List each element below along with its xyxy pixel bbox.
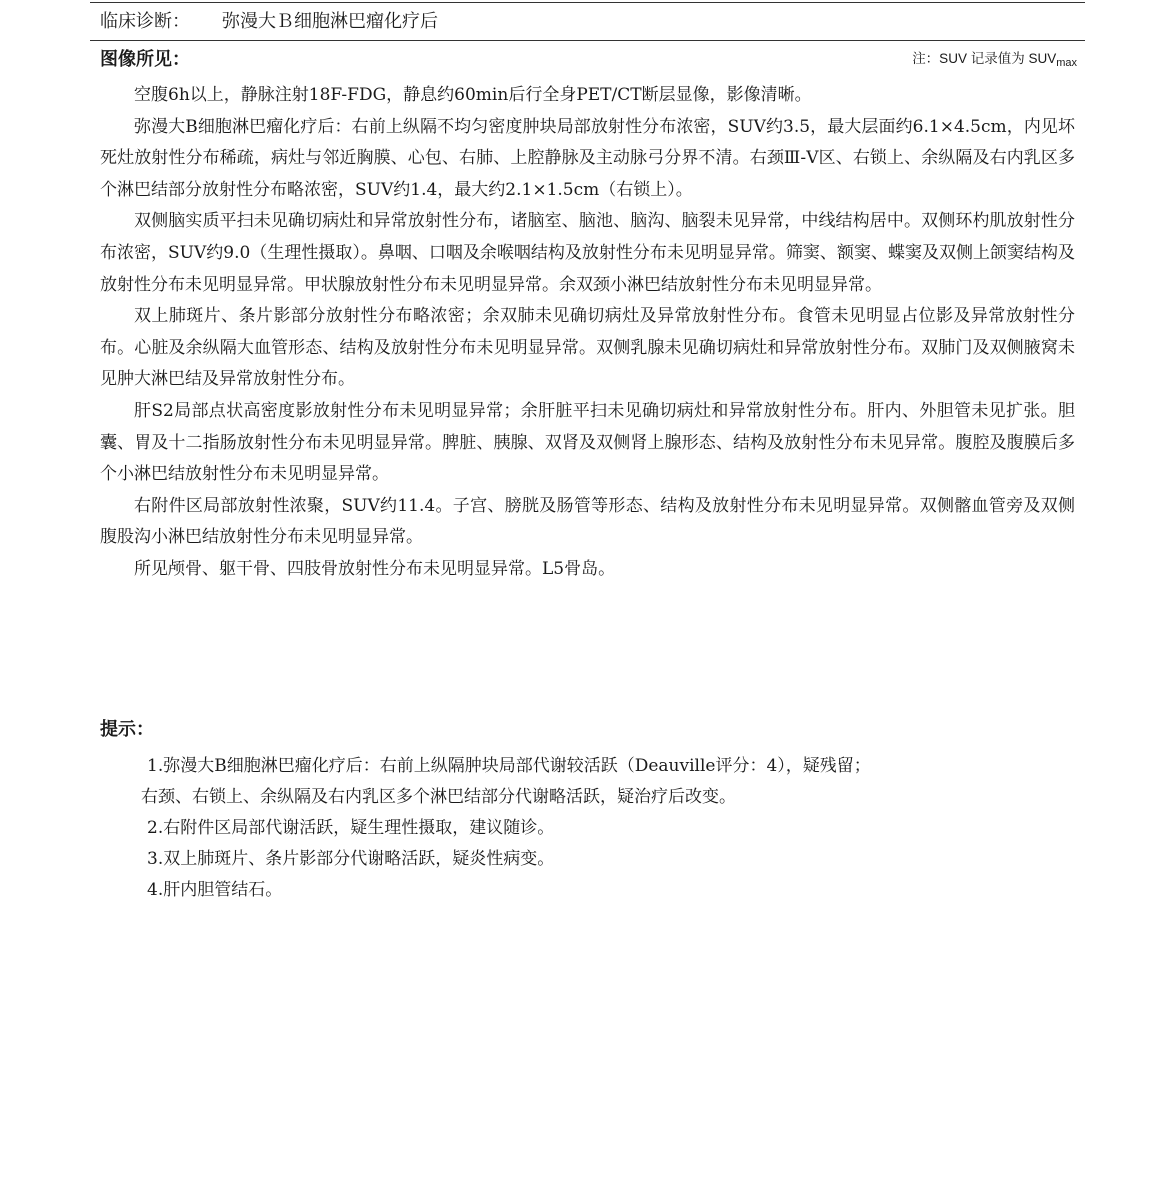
suv-note-text: 注：SUV 记录值为 SUV xyxy=(912,51,1057,66)
impression-item xyxy=(145,875,1065,906)
impression-list xyxy=(141,751,1065,906)
impression-heading: 提示： xyxy=(100,719,154,740)
findings-paragraph: 弥漫大B细胞淋巴瘤化疗后：右前上纵隔不均匀密度肿块局部放射性分布浓密，SUV约3.5，最大层面约6.1×4.5cm，内见坏死灶放射性分布稀疏，病灶与邻近胸膜、心包、右肺、上腔静脉及主动脉弓分界不清。右颈Ⅲ-Ⅴ区、右锁上、余纵隔及右内乳区多个淋巴结部分放射性分布略浓密，SUV约1.4，最大约2.1×1.5cm（右锁上）。 xyxy=(100,116,1075,200)
impression-item-continuation: 右颈、右锁上、余纵隔及右内乳区多个淋巴结部分代谢略活跃，疑治疗后改变。 xyxy=(141,787,736,807)
impression-item xyxy=(145,844,1065,875)
findings-paragraph: 双侧脑实质平扫未见确切病灶和异常放射性分布，诸脑室、脑池、脑沟、脑裂未见异常，中线结构居中。双侧环杓肌放射性分布浓密，SUV约9.0（生理性摄取）。鼻咽、口咽及余喉咽结构及放射性分布未见明显异常。筛窦、额窦、蝶窦及双侧上颌窦结构及放射性分布未见明显异常。甲状腺放射性分布未见明显异常。余双颈小淋巴结放射性分布未见明显异常。 xyxy=(100,211,1075,295)
suv-note xyxy=(912,49,1077,73)
findings-paragraph: 肝S2局部点状高密度影放射性分布未见明显异常；余肝脏平扫未见确切病灶和异常放射性分布。肝内、外胆管未见扩张。胆囊、胃及十二指肠放射性分布未见明显异常。脾脏、胰腺、双肾及双侧肾上腺形态、结构及放射性分布未见异常。腹腔及腹膜后多个小淋巴结放射性分布未见明显异常。 xyxy=(100,400,1075,485)
suv-note-subscript: max xyxy=(1056,57,1077,69)
clinical-diagnosis-value: 弥漫大Ｂ细胞淋巴瘤化疗后 xyxy=(222,11,438,32)
impression-item xyxy=(141,751,1065,813)
impression-item-text: 1.弥漫大B细胞淋巴瘤化疗后：右前上纵隔肿块局部代谢较活跃（Deauville评分：4），疑残留； xyxy=(147,756,871,776)
findings-paragraph: 所见颅骨、躯干骨、四肢骨放射性分布未见明显异常。L5骨岛。 xyxy=(134,558,616,579)
findings-paragraph: 双上肺斑片、条片影部分放射性分布略浓密；余双肺未见确切病灶及异常放射性分布。食管未见明显占位影及异常放射性分布。心脏及余纵隔大血管形态、结构及放射性分布未见明显异常。双侧乳腺未见确切病灶和异常放射性分布。双肺门及双侧腋窝未见肿大淋巴结及异常放射性分布。 xyxy=(100,306,1075,390)
findings-paragraph: 右附件区局部放射性浓聚，SUV约11.4。子宫、膀胱及肠管等形态、结构及放射性分布未见明显异常。双侧髂血管旁及双侧腹股沟小淋巴结放射性分布未见明显异常。 xyxy=(100,495,1075,548)
findings-paragraph: 空腹6h以上，静脉注射18F-FDG，静息约60min后行全身PET/CT断层显像，影像清晰。 xyxy=(134,85,812,105)
header-divider xyxy=(90,40,1085,41)
impression-item-text: 2.右附件区局部代谢活跃，疑生理性摄取，建议随诊。 xyxy=(147,818,555,838)
findings-heading: 图像所见： xyxy=(100,49,190,70)
findings-body xyxy=(100,80,1075,586)
impression-item-text: 4.肝内胆管结石。 xyxy=(147,880,283,900)
impression-item-text: 3.双上肺斑片、条片影部分代谢略活跃，疑炎性病变。 xyxy=(147,849,555,869)
clinical-diagnosis-label: 临床诊断： xyxy=(100,11,190,32)
impression-item xyxy=(145,813,1065,844)
top-divider xyxy=(90,2,1085,3)
